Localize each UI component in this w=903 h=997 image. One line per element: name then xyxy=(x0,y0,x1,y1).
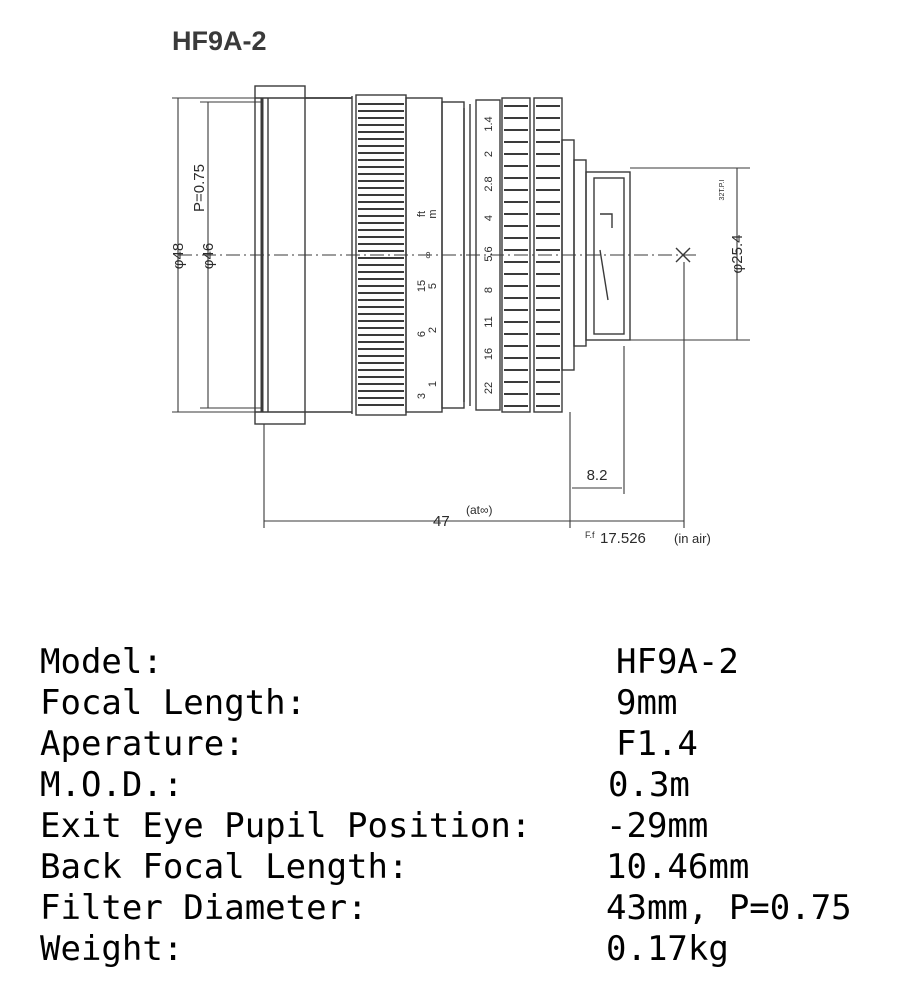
aperture-2: 2 xyxy=(483,150,495,158)
length-note-label: (at∞) xyxy=(466,503,493,517)
spec-value: 0.3m xyxy=(608,765,690,805)
length-dimensions xyxy=(264,262,684,528)
spec-label: Exit Eye Pupil Position: xyxy=(40,806,532,846)
focus-unit-ft: ft xyxy=(416,210,428,218)
filter-pitch-label: P=0.75 xyxy=(191,164,208,212)
aperture-16: 16 xyxy=(483,347,495,361)
spec-value: 9mm xyxy=(616,683,678,723)
length-label: 47 xyxy=(433,513,450,530)
spec-label: Filter Diameter: xyxy=(40,888,368,928)
spec-value: -29mm xyxy=(606,806,709,846)
aperture-22: 22 xyxy=(483,381,495,395)
aperture-scale xyxy=(483,116,495,394)
flange-focal-note: (in air) xyxy=(674,531,711,546)
aperture-5-6: 5.6 xyxy=(483,246,495,262)
spec-value: 10.46mm xyxy=(606,847,750,887)
spec-label: Focal Length: xyxy=(40,683,307,723)
spec-value: 0.17kg xyxy=(606,929,729,969)
focus-m-5: 5 xyxy=(427,282,439,290)
flange-depth-label: 8.2 xyxy=(586,467,608,484)
diagram-title: HF9A-2 xyxy=(172,26,267,56)
spec-label: Back Focal Length: xyxy=(40,847,409,887)
focus-m-1: 1 xyxy=(427,380,439,388)
spec-value: HF9A-2 xyxy=(616,642,739,682)
mount-thread-label: 32T.P.I xyxy=(719,179,726,201)
focus-m-2: 2 xyxy=(427,326,439,334)
aperture-8: 8 xyxy=(483,286,495,294)
focus-ft-6: 6 xyxy=(416,330,428,338)
focus-scale xyxy=(416,209,439,399)
outer-diameter-label: φ48 xyxy=(170,242,187,270)
flange-focal-prefix: F.f xyxy=(585,530,595,540)
spec-label: Model: xyxy=(40,642,163,682)
spec-value: 43mm, P=0.75 xyxy=(606,888,852,928)
focus-infinity: ∞ xyxy=(423,251,434,259)
mount-diameter-label: φ25.4 xyxy=(729,234,746,274)
spec-value: F1.4 xyxy=(616,724,698,764)
aperture-11: 11 xyxy=(483,316,495,328)
aperture-2-8: 2.8 xyxy=(483,176,495,192)
aperture-1-4: 1.4 xyxy=(483,116,495,132)
aperture-4: 4 xyxy=(483,214,495,222)
focus-ft-15: 15 xyxy=(416,279,428,293)
flange-focal-label: 17.526 xyxy=(600,530,646,547)
focus-ft-3: 3 xyxy=(416,392,428,400)
spec-label: M.O.D.: xyxy=(40,765,184,805)
focus-unit-m: m xyxy=(427,209,439,219)
spec-label: Aperature: xyxy=(40,724,245,764)
spec-label: Weight: xyxy=(40,929,184,969)
inner-diameter-label: φ46 xyxy=(200,242,217,270)
